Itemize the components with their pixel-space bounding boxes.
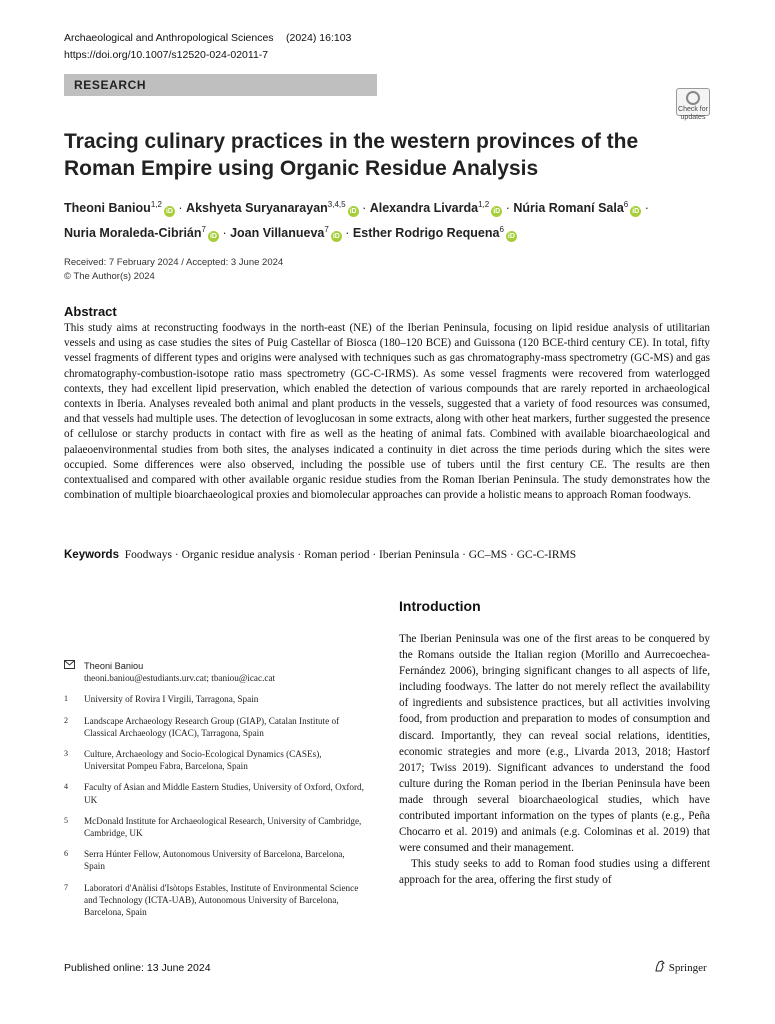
affiliations-block (64, 660, 364, 927)
corresponding-author: Theoni Baniou (84, 661, 144, 671)
badge-line-1: Check for (678, 106, 708, 113)
affiliation-number: 4 (64, 782, 68, 792)
affiliation-number: 1 (64, 694, 68, 704)
affiliation-number: 5 (64, 815, 68, 825)
author-name[interactable]: Theoni Baniou (64, 201, 151, 216)
journal-name: Archaeological and Anthropological Sciences (64, 32, 274, 44)
author-name[interactable]: Núria Romaní Sala (513, 201, 624, 216)
affiliation-number: 3 (64, 749, 68, 759)
author-separator: · (358, 201, 370, 216)
copyright-notice: © The Author(s) 2024 (64, 271, 155, 282)
envelope-icon (64, 660, 84, 684)
author-affiliation-numbers: 7 (324, 225, 329, 235)
affiliation-list (64, 693, 364, 918)
orcid-icon[interactable]: iD (332, 233, 340, 241)
affiliation-number: 2 (64, 715, 68, 725)
author-affiliation-numbers: 6 (623, 200, 629, 209)
check-updates-icon (686, 91, 700, 105)
author-affiliation-numbers: 3,4,5 (327, 200, 346, 209)
paper-title: Tracing culinary practices in the western provinces of the Roman Empire using Organic Residue Analysis (64, 130, 639, 180)
abstract-text: This study aims at reconstructing foodways in the north-east (NE) of the Iberian Peninsula, focusing on lipid residue analysis of utilitarian vessels and using as case studies the sites of Puig Castellar of Biosca (180–120 BCE) and Guissona (120 BCE-third century CE). In total, fifty vessel fragments of different types and origins were analysed with techniques such as gas chromatography-mass spectrometry (GC-MS) and gas chromatography-combustion-isotope ratio mass spectrometry (GC-C-IRMS). As some vessel fragments were recovered from waterlogged contexts, they had excellent lipid preservation, which enabled the detection of various compounds that are rarely reported in archaeological contexts in Iberia. Analyses revealed both animal and plant products in the vessels, suggested that a variety of food resources was consumed, and that vessels had multiple uses. The detection of levoglucosan in some extracts, along with other heat markers, further suggested the presence of cellulose or starchy products in contact with fire as well as the heating of animal fats. Combined with available bioarchaeological and palaeoenvironmental studies from both sites, the analyses indicated a continuity in diet across the time periods during which the sites were occupied. Some differences were also observed, including the possible use of tubers until the first century CE. The results are then contextualised and compared with other available organic residue studies from the Roman Iberian Peninsula. The study demonstrates how the combination of multiple bioarchaeological proxies and biomolecular approaches can provide a holistic means to approach Roman foodways. (64, 322, 710, 502)
orcid-icon[interactable]: iD (493, 208, 501, 216)
author-affiliation-numbers: 6 (499, 225, 504, 235)
journal-volume: (2024) 16:103 (286, 32, 352, 44)
affiliation-item (64, 748, 364, 772)
author-name[interactable]: Esther Rodrigo Requena (352, 226, 500, 241)
author-separator: · (174, 201, 187, 216)
author-separator: · (341, 226, 353, 241)
author-affiliation-numbers: 1,2 (478, 200, 490, 209)
author-affiliation-numbers: 1,2 (150, 200, 162, 209)
abstract-heading: Abstract (64, 304, 117, 319)
keywords-line (64, 549, 710, 561)
introduction-body (399, 631, 710, 889)
correspondence-block (64, 660, 364, 684)
orcid-icon[interactable]: iD (632, 208, 640, 216)
affiliation-text: McDonald Institute for Archaeological Research, University of Cambridge, Cambridge, UK (84, 815, 362, 839)
keywords-text: Foodways · Organic residue analysis · Roman period · Iberian Peninsula · GC–MS · GC-C-IRMS (124, 549, 577, 561)
affiliation-text: Serra Húnter Fellow, Autonomous University of Barcelona, Barcelona, Spain (84, 849, 345, 872)
author-affiliation-numbers: 7 (201, 225, 206, 235)
affiliation-item (64, 715, 364, 739)
published-online: Published online: 13 June 2024 (64, 962, 211, 974)
orcid-icon[interactable]: iD (209, 233, 217, 241)
author-name[interactable]: Nuria Moraleda-Cibrián (64, 226, 202, 241)
check-for-updates-badge[interactable] (676, 88, 710, 121)
affiliation-item (64, 815, 364, 839)
affiliation-item (64, 882, 364, 919)
keywords-label: Keywords (64, 549, 119, 561)
author-name[interactable]: Alexandra Livarda (369, 201, 479, 216)
publisher-name: Springer (668, 962, 707, 974)
introduction-heading: Introduction (399, 598, 481, 614)
received-dates: Received: 7 February 2024 / Accepted: 3 June 2024 (64, 257, 284, 268)
author-list (64, 194, 684, 244)
affiliation-text: Landscape Archaeology Research Group (GIAP), Catalan Institute of Classical Archaeology (ICAC), Tarragona, Spain (84, 715, 340, 738)
affiliation-text: Culture, Archaeology and Socio-Ecological Dynamics (CASEs), Universitat Pompeu Fabra, Barcelona, Spain (84, 749, 322, 772)
author-separator: · (502, 201, 514, 216)
affiliation-item (64, 693, 364, 705)
author-separator: · (641, 201, 649, 216)
orcid-icon[interactable]: iD (349, 208, 357, 216)
affiliation-text: Faculty of Asian and Middle Eastern Studies, University of Oxford, Oxford, UK (84, 782, 364, 805)
section-label: RESEARCH (74, 78, 147, 92)
orcid-icon[interactable]: iD (165, 208, 173, 216)
affiliation-number: 7 (64, 882, 68, 892)
corresponding-email[interactable]: theoni.baniou@estudiants.urv.cat; tbaniou@icac.cat (84, 673, 276, 684)
author-name[interactable]: Akshyeta Suryanarayan (186, 201, 328, 216)
intro-paragraph-2: This study seeks to add to Roman food studies using a different approach for the area, offering the first study of (399, 858, 710, 887)
intro-paragraph-1: The Iberian Peninsula was one of the first areas to be conquered by the Romans outside the Italian region (Morillo and Aurrecoechea-Fernández 2006), bringing significant changes to all aspects of life, including foodways. The latter do not merely reflect the availability of ingredients and subsistence practices, but all activities involving food, from production and preparation to modes of consumption and discard. Importantly, they can reveal social relations, identities, economic strategies and more (e.g., Livarda 2013, 2018; Hastorf 2017; Twiss 2019). Significant advances to understand the food culture during the Roman period in the Iberian Peninsula have been made through several bioarchaeological studies, which have contributed important information on the types of plants (e.g., Peña Chocarro et al. 2019) and animals (e.g. Colominas et al. 2019) that were consumed and their management. (399, 633, 710, 855)
badge-line-2: updates (680, 114, 706, 121)
author-separator: · (218, 226, 231, 241)
affiliation-text: University of Rovira I Virgili, Tarragona, Spain (84, 694, 259, 705)
affiliation-item (64, 848, 364, 872)
springer-horse-icon (654, 960, 666, 972)
orcid-icon[interactable]: iD (507, 233, 515, 241)
affiliation-item (64, 781, 364, 805)
doi-link[interactable]: https://doi.org/10.1007/s12520-024-02011-7 (64, 49, 269, 61)
affiliation-number: 6 (64, 849, 68, 859)
affiliation-text: Laboratori d'Anàlisi d'Isòtops Estables, Institute of Environmental Science and Technology (ICTA-UAB), Autonomous University of Barcelona, Barcelona, Spain (84, 882, 359, 918)
publisher-logo (654, 960, 707, 974)
author-name[interactable]: Joan Villanueva (230, 226, 325, 241)
